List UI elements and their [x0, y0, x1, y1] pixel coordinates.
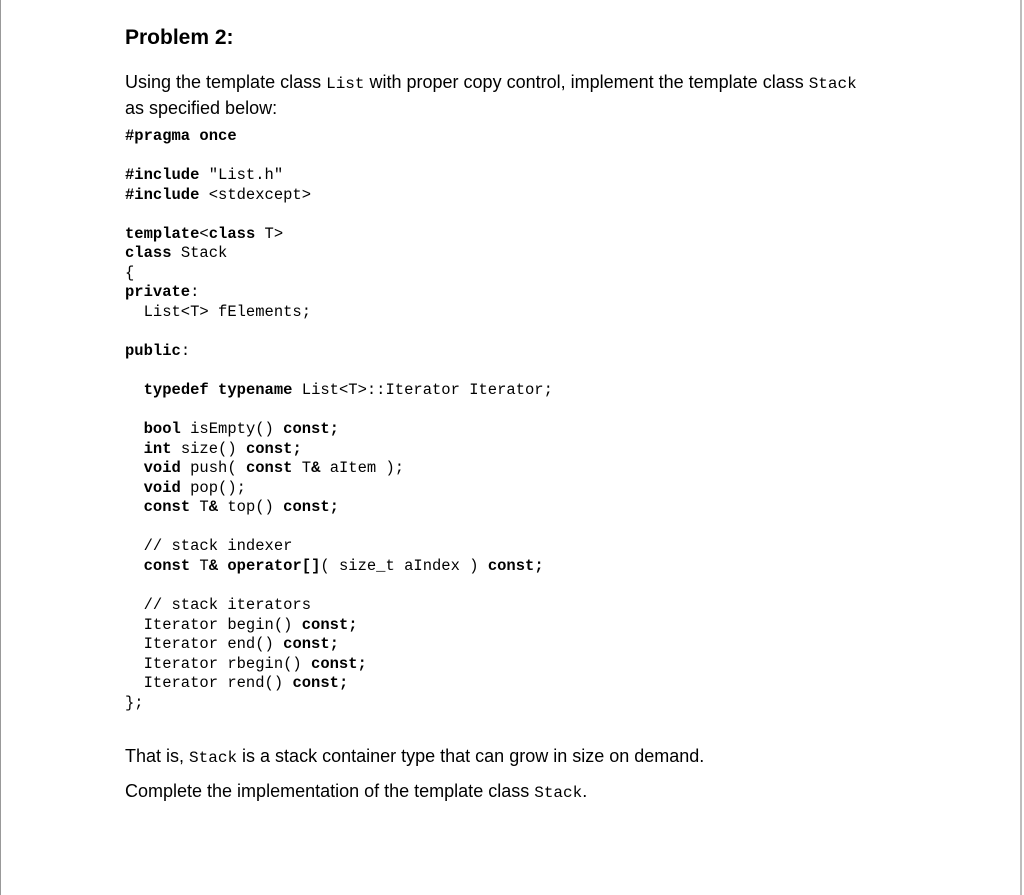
code-text	[218, 557, 227, 575]
outro-paragraph-1	[125, 744, 925, 770]
code-line	[125, 635, 553, 655]
code-line	[125, 518, 553, 538]
code-text: Iterator end()	[125, 635, 284, 654]
code-keyword: typedef	[143, 381, 209, 400]
intro-code-list: List	[326, 75, 365, 93]
code-text	[125, 420, 144, 438]
code-text: };	[125, 693, 144, 712]
code-line	[125, 459, 553, 479]
code-line	[125, 596, 553, 616]
code-keyword: const;	[301, 615, 358, 634]
code-line	[125, 342, 553, 362]
code-text	[125, 440, 144, 458]
code-text: T>	[255, 224, 284, 243]
code-keyword: template	[125, 224, 200, 243]
code-keyword: int	[143, 439, 172, 458]
code-text: :	[190, 283, 200, 302]
code-text: pop();	[180, 478, 246, 497]
code-text: T	[190, 498, 209, 517]
intro-line-1	[125, 70, 925, 96]
code-line	[125, 479, 553, 499]
code-text: {	[125, 263, 135, 282]
code-keyword: void	[143, 478, 181, 497]
code-keyword: class	[208, 224, 256, 243]
code-line	[125, 244, 553, 264]
code-text: Iterator begin()	[125, 615, 302, 634]
intro-code-stack: Stack	[808, 75, 857, 93]
code-text: top()	[218, 498, 284, 517]
code-text: isEmpty()	[180, 420, 284, 439]
page-left-border	[0, 0, 1, 895]
code-keyword: const;	[292, 674, 349, 693]
code-line	[125, 362, 553, 382]
code-keyword: &	[311, 459, 321, 478]
code-keyword: #include	[125, 166, 200, 185]
code-keyword: const	[143, 498, 191, 517]
code-line	[125, 498, 553, 518]
code-line	[125, 694, 553, 714]
code-text: <	[199, 224, 209, 243]
code-text: size()	[171, 439, 246, 458]
code-line	[125, 264, 553, 284]
code-text: List<T>::Iterator Iterator;	[292, 381, 553, 400]
code-keyword: const;	[283, 420, 339, 439]
code-line	[125, 166, 553, 186]
code-text: // stack indexer	[125, 537, 293, 556]
code-keyword: operator[]	[227, 557, 321, 576]
code-line	[125, 616, 553, 636]
code-keyword: void	[143, 459, 181, 478]
code-keyword: &	[208, 557, 219, 576]
code-text	[125, 557, 144, 575]
outro1-text-2: is a stack container type that can grow in size on demand.	[237, 746, 705, 766]
intro-text-2: with proper copy control, implement the template class	[364, 72, 809, 92]
code-line	[125, 303, 553, 323]
code-line	[125, 557, 553, 577]
code-keyword: #include	[125, 185, 200, 204]
code-line	[125, 655, 553, 675]
intro-text-1: Using the template class	[125, 72, 327, 92]
code-text: // stack iterators	[125, 596, 312, 615]
code-listing	[125, 127, 553, 713]
code-line	[125, 205, 553, 225]
code-text	[125, 381, 144, 399]
code-keyword: typename	[218, 381, 293, 400]
code-text: :	[180, 342, 191, 361]
outro1-code-stack: Stack	[189, 749, 238, 767]
code-keyword: const;	[487, 557, 544, 576]
code-line	[125, 322, 553, 342]
code-text: Iterator rend()	[125, 674, 293, 693]
code-text: push(	[180, 459, 246, 478]
code-keyword: public	[125, 342, 181, 361]
outro2-text-1: Complete the implementation of the template class	[125, 781, 535, 801]
code-keyword: const	[143, 557, 191, 576]
outro2-code-stack: Stack	[534, 784, 583, 802]
code-keyword: class	[125, 244, 172, 263]
code-keyword: &	[208, 498, 219, 517]
code-text: ( size_t aIndex )	[320, 557, 488, 576]
code-text: <stdexcept>	[199, 185, 312, 204]
outro2-text-2: .	[582, 781, 588, 801]
code-text	[125, 479, 144, 497]
outro1-text-1: That is,	[125, 746, 190, 766]
code-text	[125, 459, 144, 477]
code-line	[125, 537, 553, 557]
code-line	[125, 225, 553, 245]
code-keyword: bool	[143, 420, 181, 439]
code-line	[125, 401, 553, 421]
intro-line-2: as specified below:	[125, 98, 278, 118]
code-line	[125, 147, 553, 167]
code-keyword: const;	[283, 498, 339, 517]
page-right-border	[1020, 0, 1022, 895]
code-line	[125, 420, 553, 440]
code-text: Stack	[171, 244, 228, 263]
code-text: T	[292, 459, 312, 478]
code-line	[125, 577, 553, 597]
outro-paragraph-2	[125, 779, 925, 805]
code-text: "List.h"	[199, 166, 284, 185]
code-line	[125, 127, 553, 147]
intro-paragraph	[125, 70, 925, 120]
code-line	[125, 186, 553, 206]
code-line	[125, 440, 553, 460]
code-text	[125, 498, 144, 516]
code-keyword: const	[245, 459, 293, 478]
code-line	[125, 381, 553, 401]
code-line	[125, 674, 553, 694]
code-keyword: const;	[245, 439, 302, 458]
code-text	[209, 381, 218, 399]
code-line	[125, 283, 553, 303]
code-text: Iterator rbegin()	[125, 654, 312, 673]
code-text: List<T> fElements;	[125, 302, 312, 321]
code-keyword: #pragma once	[125, 127, 237, 145]
code-keyword: const;	[283, 635, 339, 654]
code-keyword: private	[125, 283, 191, 302]
code-text: T	[190, 557, 209, 576]
code-text: aItem );	[320, 459, 405, 478]
problem-title: Problem 2:	[125, 26, 234, 49]
code-keyword: const;	[311, 654, 367, 673]
